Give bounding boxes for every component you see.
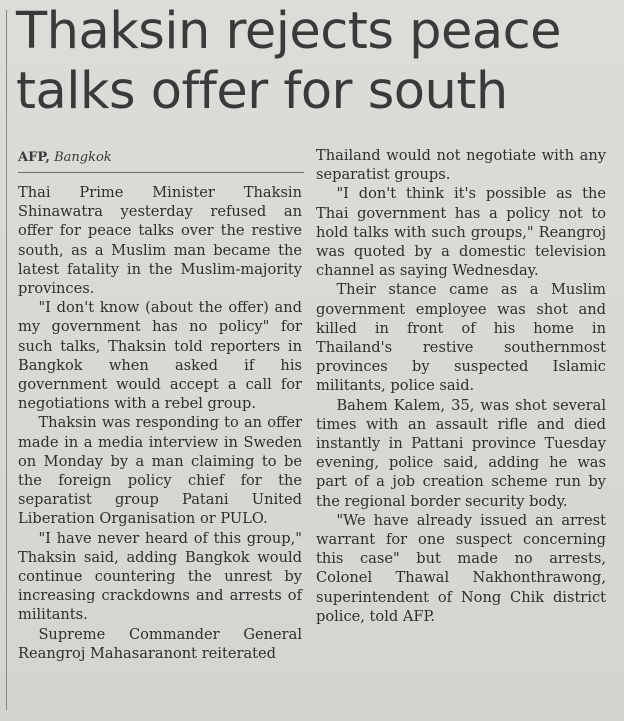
paragraph: "I don't think it's possible as the Thai government has a policy not to hold talks with such groups," Reangroj was quoted by a domestic television channel as saying Wednesday.	[316, 185, 606, 280]
column-rule	[6, 10, 7, 710]
byline	[18, 150, 112, 165]
paragraph: "We have already issued an arrest warrant for one suspect concerning this case" but made no arrests, Colonel Thawal Nakhonthrawong, superintendent of Nong Chik district police, told AFP.	[316, 511, 606, 625]
headline-line-1: Thaksin rejects peace	[16, 2, 562, 61]
paragraph: Bahem Kalem, 35, was shot several times with an assault rifle and died instantly in Pattani province Tuesday evening, police said, adding he was part of a job creation scheme run by the regional border security body.	[316, 396, 606, 510]
paragraph: "I have never heard of this group," Thaksin said, adding Bangkok would continue countering the unrest by increasing crackdowns and arrests of militants.	[18, 529, 302, 624]
paragraph: Thailand would not negotiate with any separatist groups.	[316, 147, 606, 184]
paragraph: Thaksin was responding to an offer made in a media interview in Sweden on Monday by a man claiming to be the foreign policy chief for the separatist group Patani United Liberation Organisation or PULO.	[18, 414, 302, 528]
paragraph: Thai Prime Minister Thaksin Shinawatra yesterday refused an offer for peace talks over the restive south, as a Muslim man became the latest fatality in the Muslim-majority provinces.	[18, 184, 302, 298]
byline-city: Bangkok	[54, 150, 112, 165]
headline-line-2: talks offer for south	[16, 62, 508, 121]
paragraph: "I don't know (about the offer) and my government has no policy" for such talks, Thaksin told reporters in Bangkok when asked if his government would accept a call for negotiations with a rebel group.	[18, 299, 302, 413]
byline-agency: AFP,	[18, 150, 50, 165]
paragraph: Supreme Commander General Reangroj Mahasaranont reiterated	[18, 625, 302, 662]
left-column	[18, 183, 302, 663]
right-column	[316, 146, 606, 626]
paragraph: Their stance came as a Muslim government employee was shot and killed in front of his home in Thailand's restive southernmost provinces by suspected Islamic militants, police said.	[316, 281, 606, 395]
headline	[16, 2, 616, 122]
byline-divider	[18, 172, 304, 173]
